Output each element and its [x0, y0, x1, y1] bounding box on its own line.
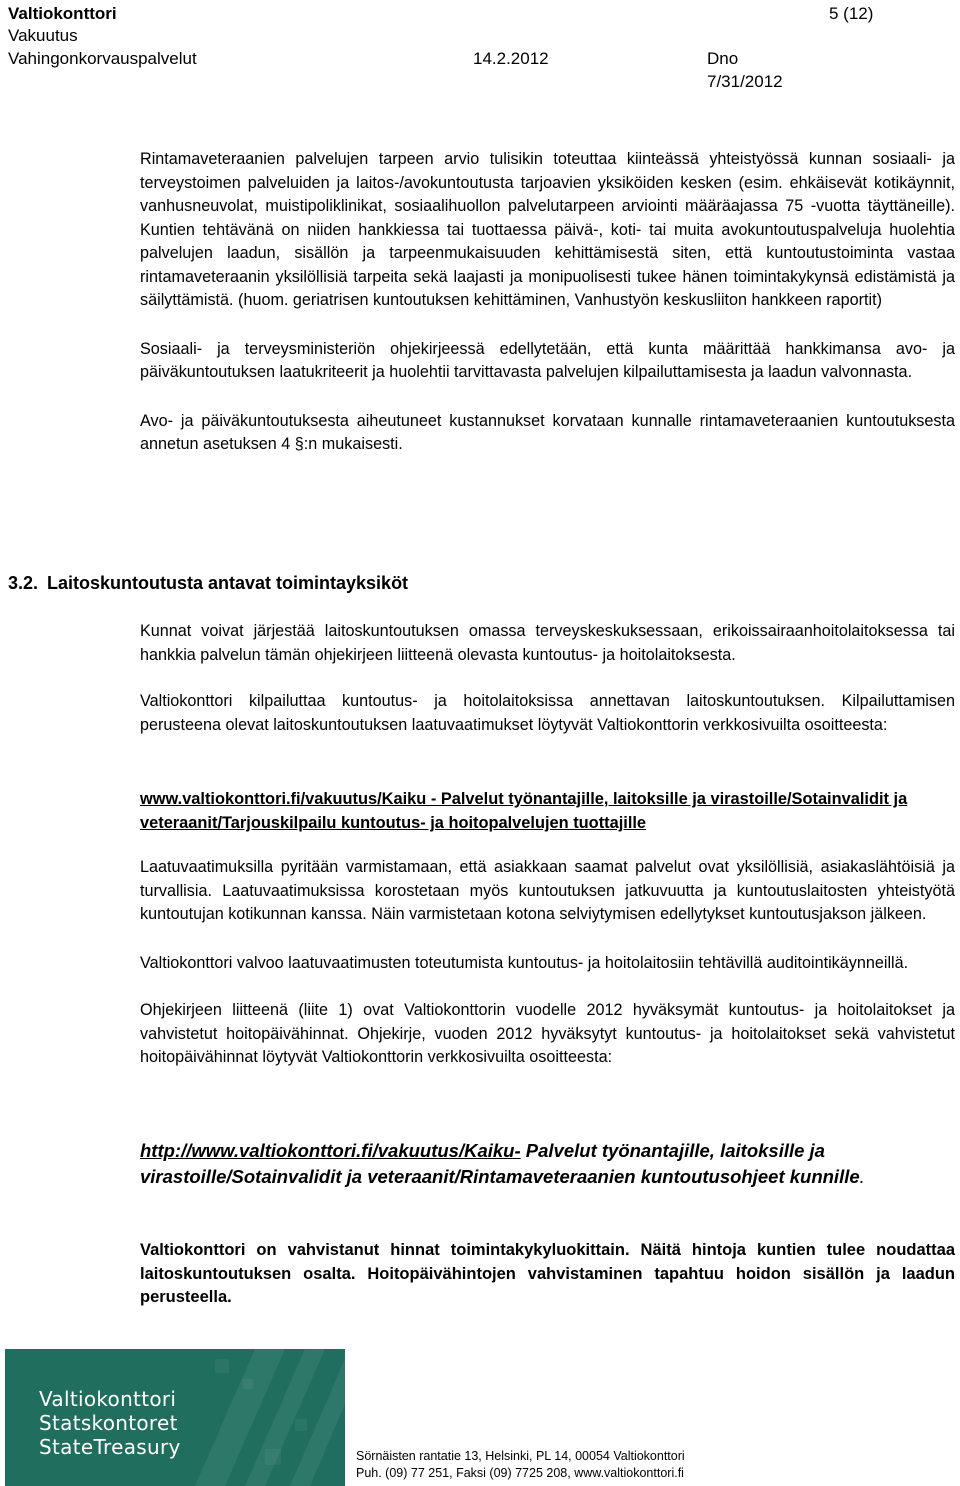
logo-text — [39, 1387, 181, 1459]
logo-line-1: Valtiokonttori — [39, 1387, 177, 1411]
header-dept: Vakuutus — [8, 26, 78, 45]
paragraph-2: Sosiaali- ja terveysministeriön ohjekirjeessä edellytetään, että kunta määrittää hankkimansa avo- ja päiväkuntoutuksen laatukriteerit ja huolehtii tarvittavasta palvelujen kilpailuttamisesta ja laadun valvonnasta. — [140, 339, 955, 381]
paragraph-5: Valtiokonttori kilpailuttaa kuntoutus- ja hoitolaitoksissa annettavan laitoskuntoutuksen. Kilpailuttamisen perusteena olevat laitoskuntoutuksen laatuvaatimukset löytyvät Valtiokonttorin verkkosivuilta osoitteesta: — [140, 692, 955, 734]
paragraph-1: Rintamaveteraanien palvelujen tarpeen arvio tulisikin toteuttaa kiinteässä yhteistyössä kunnan sosiaali- ja terveystoimen palveluiden ja laitos-/avokuntoutusta tarjoavien yksiköiden kesken (esim. ehkäisevät kotikäynnit, vanhusneuvolat, muistipoliklinikat, sosiaalihuollon palvelutarpeen arviointi määräajassa 75 -vuotta täyttäneille). Kuntien tehtävänä on niiden hankkiessa tai tuottaessa päivä-, koti- tai muita avokuntoutuspalveluja huolehtia palvelujen laadun, sisällön ja tarpeenmukaisuuden kehittämisestä siten, että kuntoutustoiminta vastaa rintamaveteraanin yksilöllisiä tarpeita sekä laajasti ja monipuolisesti tukee hänen toimintakykynsä edistämistä ja säilyttämistä. (huom. geriatrisen kuntoutuksen kehittäminen, Vanhustyön keskusliiton hankkeen raportit) — [140, 150, 955, 309]
paragraph-8: Ohjekirjeen liitteenä (liite 1) ovat Valtiokonttorin vuodelle 2012 hyväksymät kuntoutus- ja hoitolaitokset ja vahvistetut hoitopäivähinnat. Ohjekirje, vuoden 2012 hyväksytyt kuntoutus- ja hoitolaitokset sekä vahvistetut hoitopäivähinnat löytyvät Valtiokonttorin verkkosivuilta osoitteesta: — [140, 1001, 955, 1066]
footer-contact: Puh. (09) 77 251, Faksi (09) 7725 208, www.valtiokonttori.fi — [356, 1466, 684, 1480]
logo-pattern-icon — [195, 1349, 345, 1486]
footer-address: Sörnäisten rantatie 13, Helsinki, PL 14, 00054 Valtiokonttori — [356, 1449, 685, 1463]
link-kuntoutusohjeet[interactable] — [140, 1138, 955, 1190]
section-title: Laitoskuntoutusta antavat toimintayksiköt — [47, 573, 409, 593]
paragraph-4: Kunnat voivat järjestää laitoskuntoutuksen omassa terveyskeskuksessaan, erikoissairaanhoitolaitoksessa tai hankkia palvelun tämän ohjekirjeen liitteenä olevasta kuntoutus- ja hoitolaitoksesta. — [140, 622, 955, 664]
header-unit: Vahingonkorvauspalvelut — [8, 49, 197, 68]
link-kuntoutusohjeet-text: Palvelut työnantajille, laitoksille ja virastoille/Sotainvalidit ja veteraanit/Rintamaveteraanien kuntoutusohjeet kunnille — [140, 1140, 860, 1187]
paragraph-7: Valtiokonttori valvoo laatuvaatimusten toteutumista kuntoutus- ja hoitolaitosiin tehtävillä auditointikäynneillä. — [140, 953, 909, 972]
valtiokonttori-logo — [5, 1349, 345, 1486]
paragraph-3: Avo- ja päiväkuntoutuksesta aiheutuneet kustannukset korvataan kunnalle rintamaveteraanien kuntoutuksesta annetun asetuksen 4 §:n mukaisesti. — [140, 411, 955, 453]
link-laatuvaatimukset[interactable]: www.valtiokonttori.fi/vakuutus/Kaiku - Palvelut työnantajille, laitoksille ja virastoille/Sotainvalidit ja veteraanit/Tarjouskilpailu kuntoutus- ja hoitopalvelujen tuottajille — [140, 790, 908, 832]
logo-line-3: StateTreasury — [39, 1435, 181, 1459]
link-kuntoutusohjeet-end: . — [859, 1166, 865, 1187]
section-number: 3.2. — [8, 573, 39, 593]
header-date: 14.2.2012 — [473, 49, 549, 68]
header-date2: 7/31/2012 — [707, 72, 783, 91]
paragraph-6: Laatuvaatimuksilla pyritään varmistamaan, että asiakkaan saamat palvelut ovat yksilöllisiä, asiakaslähtöisiä ja turvallisia. Laatuvaatimuksissa korostetaan myös kuntoutuksen jatkuvuutta ja kuntoutuslaitosten yhteistyötä kuntoutujan kotikunnan kanssa. Näin varmistetaan kotona selviytymisen edellytykset kuntoutusjakson jälkeen. — [140, 858, 955, 923]
body-block-3 — [140, 856, 955, 1070]
paragraph-9: Valtiokonttori on vahvistanut hinnat toimintakykyluokittain. Näitä hintoja kuntien tulee noudattaa laitoskuntoutuksen osalta. Hoitopäivähintojen vahvistaminen tapahtuu hoidon sisällön ja laadun perusteella. — [140, 1241, 955, 1306]
body-block-2 — [140, 620, 955, 737]
page-number: 5 (12) — [829, 4, 874, 23]
body-block-1 — [140, 148, 955, 457]
link-kuntoutusohjeet-url[interactable]: http://www.valtiokonttori.fi/vakuutus/Kaiku- — [140, 1140, 521, 1161]
header-dno-label: Dno — [707, 49, 739, 68]
header-org: Valtiokonttori — [8, 4, 117, 23]
logo-line-2: Statskontoret — [39, 1411, 178, 1435]
